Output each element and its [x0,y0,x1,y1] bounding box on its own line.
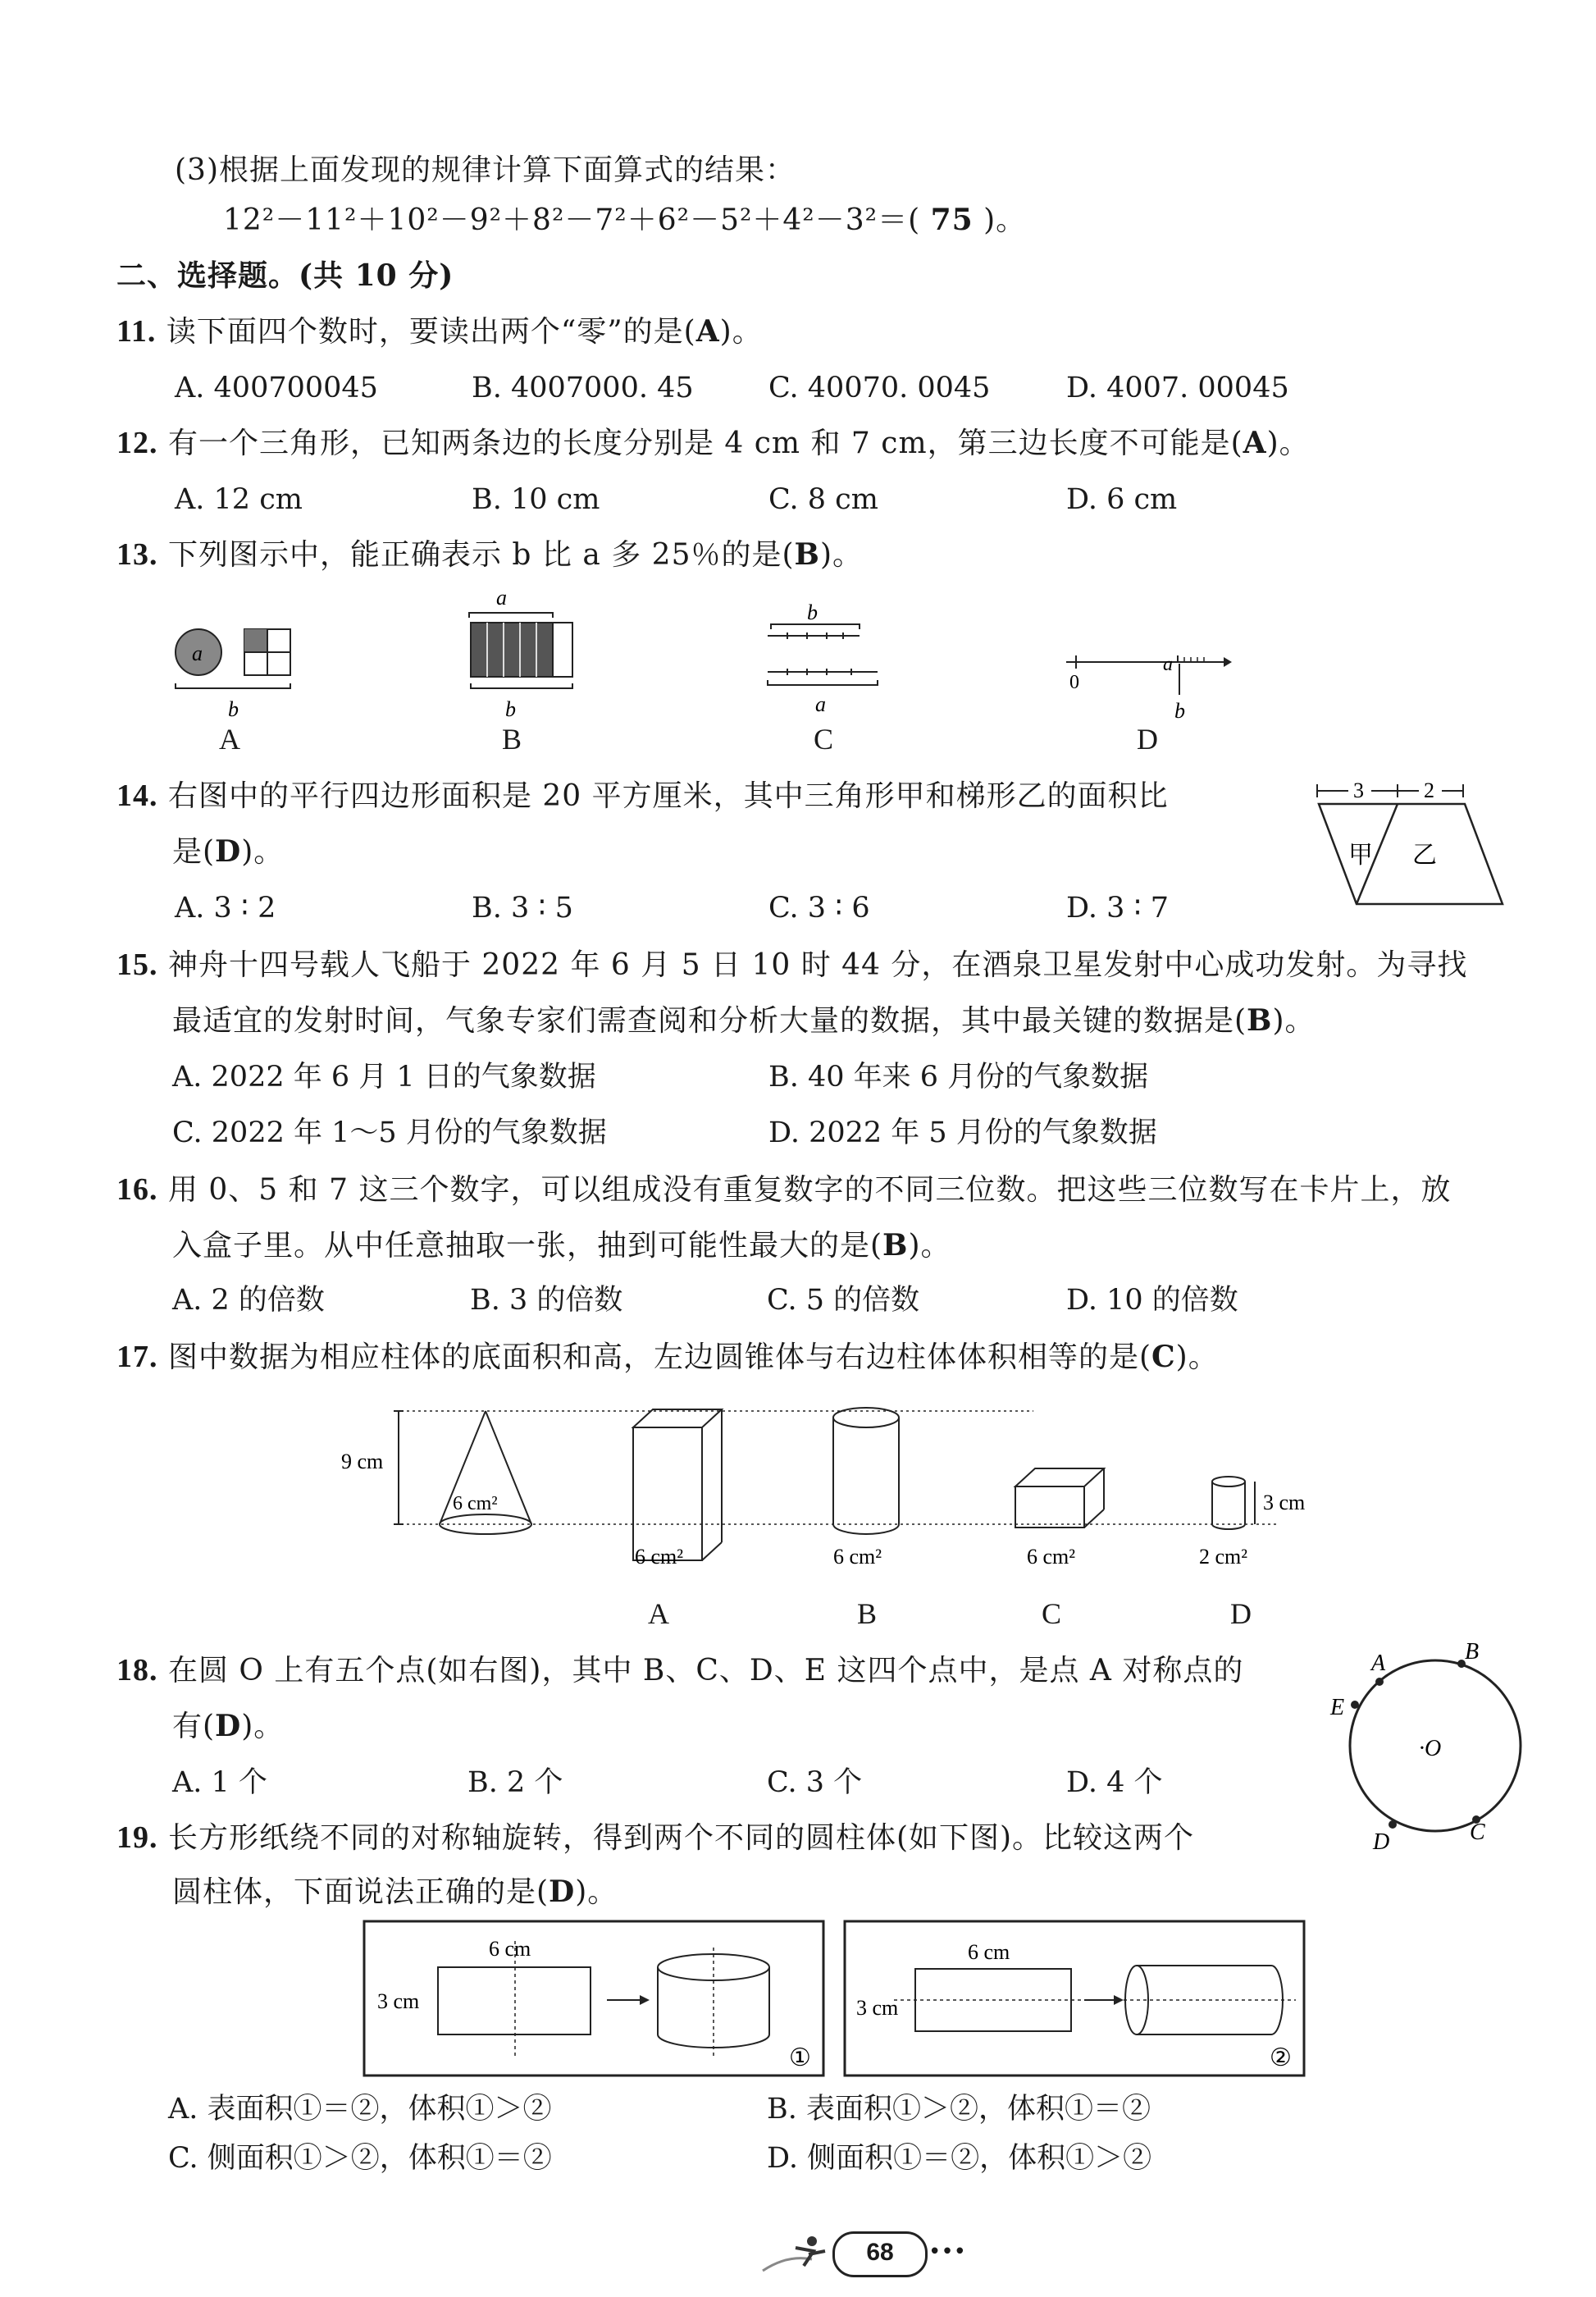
question-11: 11. 读下面四个数时，要读出两个“零”的是(A)。 [116,314,763,349]
svg-text:b: b [505,697,516,721]
q17-cylinder-d [1199,1477,1305,1569]
svg-text:①: ① [789,2044,811,2071]
q14-option-c: C. 3 ∶ 6 [768,892,870,925]
q12-option-a: A. 12 cm [175,483,303,516]
q18-option-a: A. 1 个 [172,1766,267,1799]
svg-text:乙: 乙 [1412,842,1437,869]
svg-text:·O: ·O [1419,1736,1442,1761]
q13-label-a: A [219,723,240,756]
svg-text:6 cm²: 6 cm² [1027,1545,1076,1569]
svg-text:6 cm: 6 cm [968,1940,1010,1964]
q14-option-a: A. 3 ∶ 2 [175,892,276,925]
svg-text:a: a [192,642,203,665]
q17-label-b: B [857,1597,878,1630]
q19-option-d: D. 侧面积①＝②，体积①＞② [767,2142,1152,2175]
q11-option-b: B. 4007000. 45 [472,372,694,404]
q16-option-b: B. 3 的倍数 [470,1284,623,1317]
svg-text:9 cm: 9 cm [341,1450,384,1473]
q13-figure-d [1066,654,1232,723]
part3-prompt: (3)根据上面发现的规律计算下面算式的结果： [175,153,796,187]
q17-label-d: D [1230,1597,1252,1630]
q15-option-c: C. 2022 年 1～5 月份的气象数据 [172,1117,607,1149]
q13-label-c: C [814,723,834,756]
q17-label-a: A [648,1597,669,1630]
q12-option-c: C. 8 cm [768,483,878,516]
answer-17: C [1151,1340,1176,1374]
q17-figures [328,1386,1345,1575]
q13-label-b: B [502,723,522,756]
svg-text:6 cm²: 6 cm² [453,1493,498,1514]
q17-label-c: C [1042,1597,1062,1630]
answer-12: A [1243,426,1267,460]
q19-option-a: A. 表面积①＝②，体积①＞② [168,2093,552,2126]
question-16: 16. 用 0、5 和 7 这三个数字，可以组成没有重复数字的不同三位数。把这些三位数写在卡片上，放 [116,1172,1452,1207]
answer-15: B [1247,1003,1273,1038]
answer-19: D [549,1875,576,1909]
q14-option-b: B. 3 ∶ 5 [472,892,573,925]
svg-text:A: A [1371,1651,1386,1676]
question-19-line2: 圆柱体，下面说法正确的是(D)。 [172,1875,618,1909]
question-12: 12. 有一个三角形，已知两条边的长度分别是 4 cm 和 7 cm，第三边长度不可能是(A)。 [116,426,1310,460]
svg-text:甲: 甲 [1348,842,1373,869]
answer-11: A [695,314,720,349]
svg-text:0: 0 [1069,672,1079,693]
svg-text:a: a [496,586,507,610]
svg-text:a: a [815,692,826,716]
q16-option-c: C. 5 的倍数 [767,1284,920,1317]
svg-text:3 cm: 3 cm [377,1989,420,2013]
q11-option-c: C. 40070. 0045 [768,372,991,404]
q18-option-d: D. 4 个 [1066,1766,1163,1799]
q16-option-d: D. 10 的倍数 [1066,1284,1238,1317]
svg-text:6 cm: 6 cm [489,1937,531,1961]
q13-figures [164,578,1247,775]
question-14-line2: 是(D)。 [172,834,285,869]
question-19: 19. 长方形纸绕不同的对称轴旋转，得到两个不同的圆柱体(如下图)。比较这两个 [116,1820,1195,1855]
page-number: 68 [832,2231,928,2277]
part3-answer: 75 [930,203,974,237]
svg-text:2: 2 [1424,779,1434,802]
svg-text:B: B [1465,1641,1480,1665]
svg-text:2 cm²: 2 cm² [1199,1545,1248,1569]
q13-figure-a [176,629,290,721]
q13-figure-b [469,586,572,721]
q19-panel-1 [364,1921,823,2076]
q19-option-b: B. 表面积①＞②，体积①＝② [767,2093,1151,2126]
q17-prism-a [633,1409,722,1569]
answer-14: D [215,834,242,869]
runner-icon [755,2230,837,2279]
q15-option-a: A. 2022 年 6 月 1 日的气象数据 [172,1061,596,1094]
q12-option-d: D. 6 cm [1066,483,1178,516]
footer-dots: ••• [928,2240,967,2264]
question-14: 14. 右图中的平行四边形面积是 20 平方厘米，其中三角形甲和梯形乙的面积比 [116,779,1169,813]
q18-circle-figure [1312,1641,1525,1854]
question-15: 15. 神舟十四号载人飞船于 2022 年 6 月 5 日 10 时 44 分，在酒泉卫星发射中心成功发射。为寻找 [116,948,1468,982]
svg-text:6 cm²: 6 cm² [833,1545,882,1569]
question-18: 18. 在圆 O 上有五个点(如右图)，其中 B、C、D、E 这四个点中，是点 A 对称点的 [116,1653,1244,1687]
answer-13: B [794,537,820,572]
question-16-line2: 入盒子里。从中任意抽取一张，抽到可能性最大的是(B)。 [172,1228,951,1263]
svg-text:②: ② [1270,2044,1292,2071]
svg-text:6 cm²: 6 cm² [635,1545,684,1569]
q17-cylinder-b [833,1408,899,1569]
q14-figure [1312,771,1509,915]
q13-label-d: D [1137,723,1158,756]
q15-option-b: B. 40 年来 6 月份的气象数据 [768,1061,1149,1094]
q17-cone [440,1411,531,1534]
svg-text:b: b [228,697,239,721]
svg-text:C: C [1470,1820,1485,1845]
answer-18: D [215,1709,242,1743]
svg-text:E: E [1330,1695,1345,1720]
q18-option-c: C. 3 个 [767,1766,863,1799]
q11-option-d: D. 4007. 00045 [1066,372,1289,404]
q18-option-b: B. 2 个 [467,1766,563,1799]
svg-text:b: b [1174,699,1185,723]
question-15-line2: 最适宜的发射时间，气象专家们需查阅和分析大量的数据，其中最关键的数据是(B)。 [172,1003,1316,1038]
svg-text:a: a [1163,654,1173,675]
q14-option-d: D. 3 ∶ 7 [1066,892,1169,925]
q17-cuboid-c [1015,1468,1104,1569]
question-13: 13. 下列图示中，能正确表示 b 比 a 多 25％的是(B)。 [116,537,864,572]
svg-text:3: 3 [1353,779,1364,802]
q16-option-a: A. 2 的倍数 [172,1284,325,1317]
q19-panel-2 [845,1921,1304,2076]
svg-text:3 cm: 3 cm [856,1996,899,2020]
q19-option-c: C. 侧面积①＞②，体积①＝② [168,2142,552,2175]
q13-figure-c [768,601,878,716]
svg-text:D: D [1373,1829,1390,1854]
section-title: 二、选择题。(共 10 分) [116,258,454,293]
q15-option-d: D. 2022 年 5 月份的气象数据 [768,1117,1157,1149]
svg-text:3 cm: 3 cm [1263,1491,1306,1514]
question-17: 17. 图中数据为相应柱体的底面积和高，左边圆锥体与右边柱体体积相等的是(C)。 [116,1340,1219,1374]
part3-expression: 12²－11²＋10²－9²＋8²－7²＋6²－5²＋4²－3²＝( 75 )。 [223,203,1027,237]
svg-text:b: b [807,601,818,624]
question-18-line2: 有(D)。 [172,1709,285,1743]
answer-16: B [882,1228,909,1263]
q19-figures [361,1918,1312,2079]
q12-option-b: B. 10 cm [472,483,600,516]
q11-option-a: A. 400700045 [175,372,378,404]
